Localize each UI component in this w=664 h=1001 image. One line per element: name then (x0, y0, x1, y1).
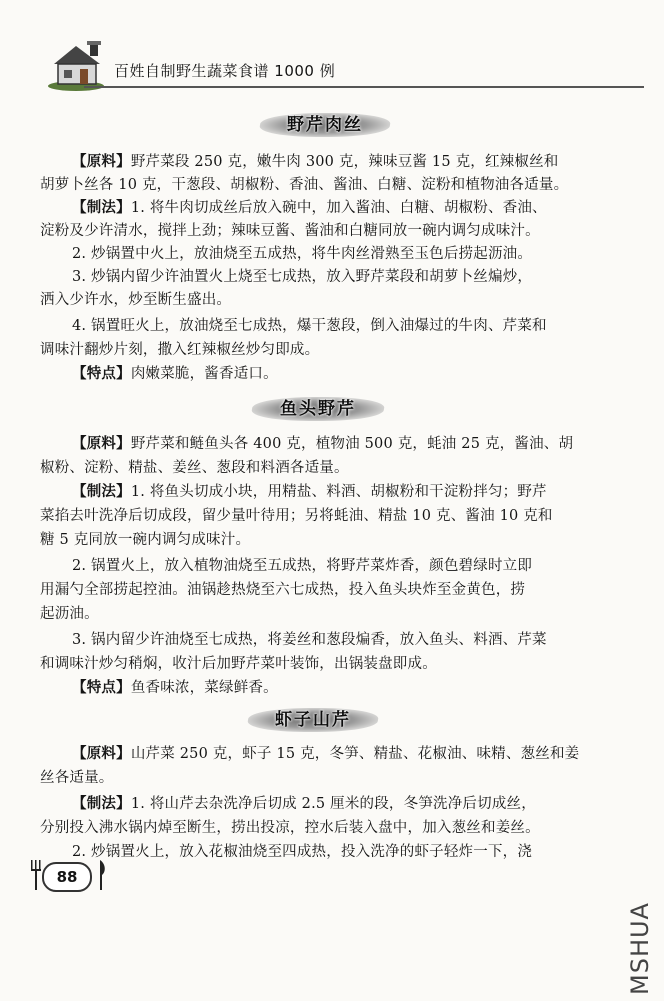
book-title: 百姓自制野生蔬菜食谱 1000 例 (114, 62, 336, 80)
text-line: 【原料】山芹菜 250 克，虾子 15 克，冬笋、精盐、花椒油、味精、葱丝和姜 (72, 746, 580, 762)
text-line: 【制法】1. 将牛肉切成丝后放入碗中，加入酱油、白糖、胡椒粉、香油、 (72, 200, 547, 216)
text-line: 用漏勺全部捞起控油。油锅趁热烧至六七成热，投入鱼头块炸至金黄色，捞 (40, 582, 526, 598)
page-number: 88 (42, 862, 92, 892)
text-line: 【特点】肉嫩菜脆，酱香适口。 (72, 366, 278, 382)
text-line: 糖 5 克同放一碗内调匀成味汁。 (40, 532, 251, 548)
knife-icon (96, 860, 108, 890)
text-line: 4. 锅置旺火上，放油烧至七成热，爆干葱段，倒入油爆过的牛肉、芹菜和 (72, 318, 547, 334)
text-line: 【制法】1. 将鱼头切成小块，用精盐、料酒、胡椒粉和干淀粉拌匀；野芹 (72, 484, 547, 500)
text-line: 2. 炒锅置火上，放入花椒油烧至四成热，投入洗净的虾子轻炸一下，浇 (72, 844, 533, 860)
text-line: 起沥油。 (40, 606, 99, 622)
text-line: 洒入少许水，炒至断生盛出。 (40, 292, 232, 308)
text-line: 【原料】野芹菜段 250 克，嫩牛肉 300 克，辣味豆酱 15 克，红辣椒丝和 (72, 154, 559, 170)
text-line: 菜掐去叶洗净后切成段，留少量叶待用；另将蚝油、精盐 10 克、酱油 10 克和 (40, 508, 553, 524)
text-line: 丝各适量。 (40, 770, 114, 786)
recipe-title: 虾子山芹 (258, 705, 368, 735)
text-line: 椒粉、淀粉、精盐、姜丝、葱段和料酒各适量。 (40, 460, 349, 476)
text-line: 【特点】鱼香味浓，菜绿鲜香。 (72, 680, 278, 696)
text-line: 3. 炒锅内留少许油置火上烧至七成热，放入野芹菜段和胡萝卜丝煸炒， (72, 269, 533, 285)
text-line: 和调味汁炒匀稍焖，收汁后加野芹菜叶装饰，出锅装盘即成。 (40, 656, 437, 672)
text-line: 淀粉及少许清水，搅拌上劲；辣味豆酱、酱油和白糖同放一碗内调匀成味汁。 (40, 223, 540, 239)
text-line: 胡萝卜丝各 10 克，干葱段、胡椒粉、香油、酱油、白糖、淀粉和植物油各适量。 (40, 177, 569, 193)
text-line: 2. 锅置火上，放入植物油烧至五成热，将野芹菜炸香，颜色碧绿时立即 (72, 558, 533, 574)
recipe-title: 野芹肉丝 (270, 110, 380, 140)
watermark: MSHUA (626, 902, 654, 995)
text-line: 【原料】野芹菜和鲢鱼头各 400 克，植物油 500 克，蚝油 25 克，酱油、胡 (72, 436, 574, 452)
recipe-title: 鱼头野芹 (262, 394, 374, 424)
text-line: 调味汁翻炒片刻，撒入红辣椒丝炒匀即成。 (40, 342, 320, 358)
text-line: 【制法】1. 将山芹去杂洗净后切成 2.5 厘米的段，冬笋洗净后切成丝， (72, 796, 536, 812)
page-footer (30, 856, 120, 892)
text-line: 3. 锅内留少许油烧至七成热，将姜丝和葱段煸香，放入鱼头、料酒、芹菜 (72, 632, 547, 648)
fork-icon (30, 860, 42, 890)
text-line: 分别投入沸水锅内焯至断生，捞出投凉，控水后装入盘中，加入葱丝和姜丝。 (40, 820, 540, 836)
text-line: 2. 炒锅置中火上，放油烧至五成热，将牛肉丝滑熟至玉色后捞起沥油。 (72, 246, 533, 262)
